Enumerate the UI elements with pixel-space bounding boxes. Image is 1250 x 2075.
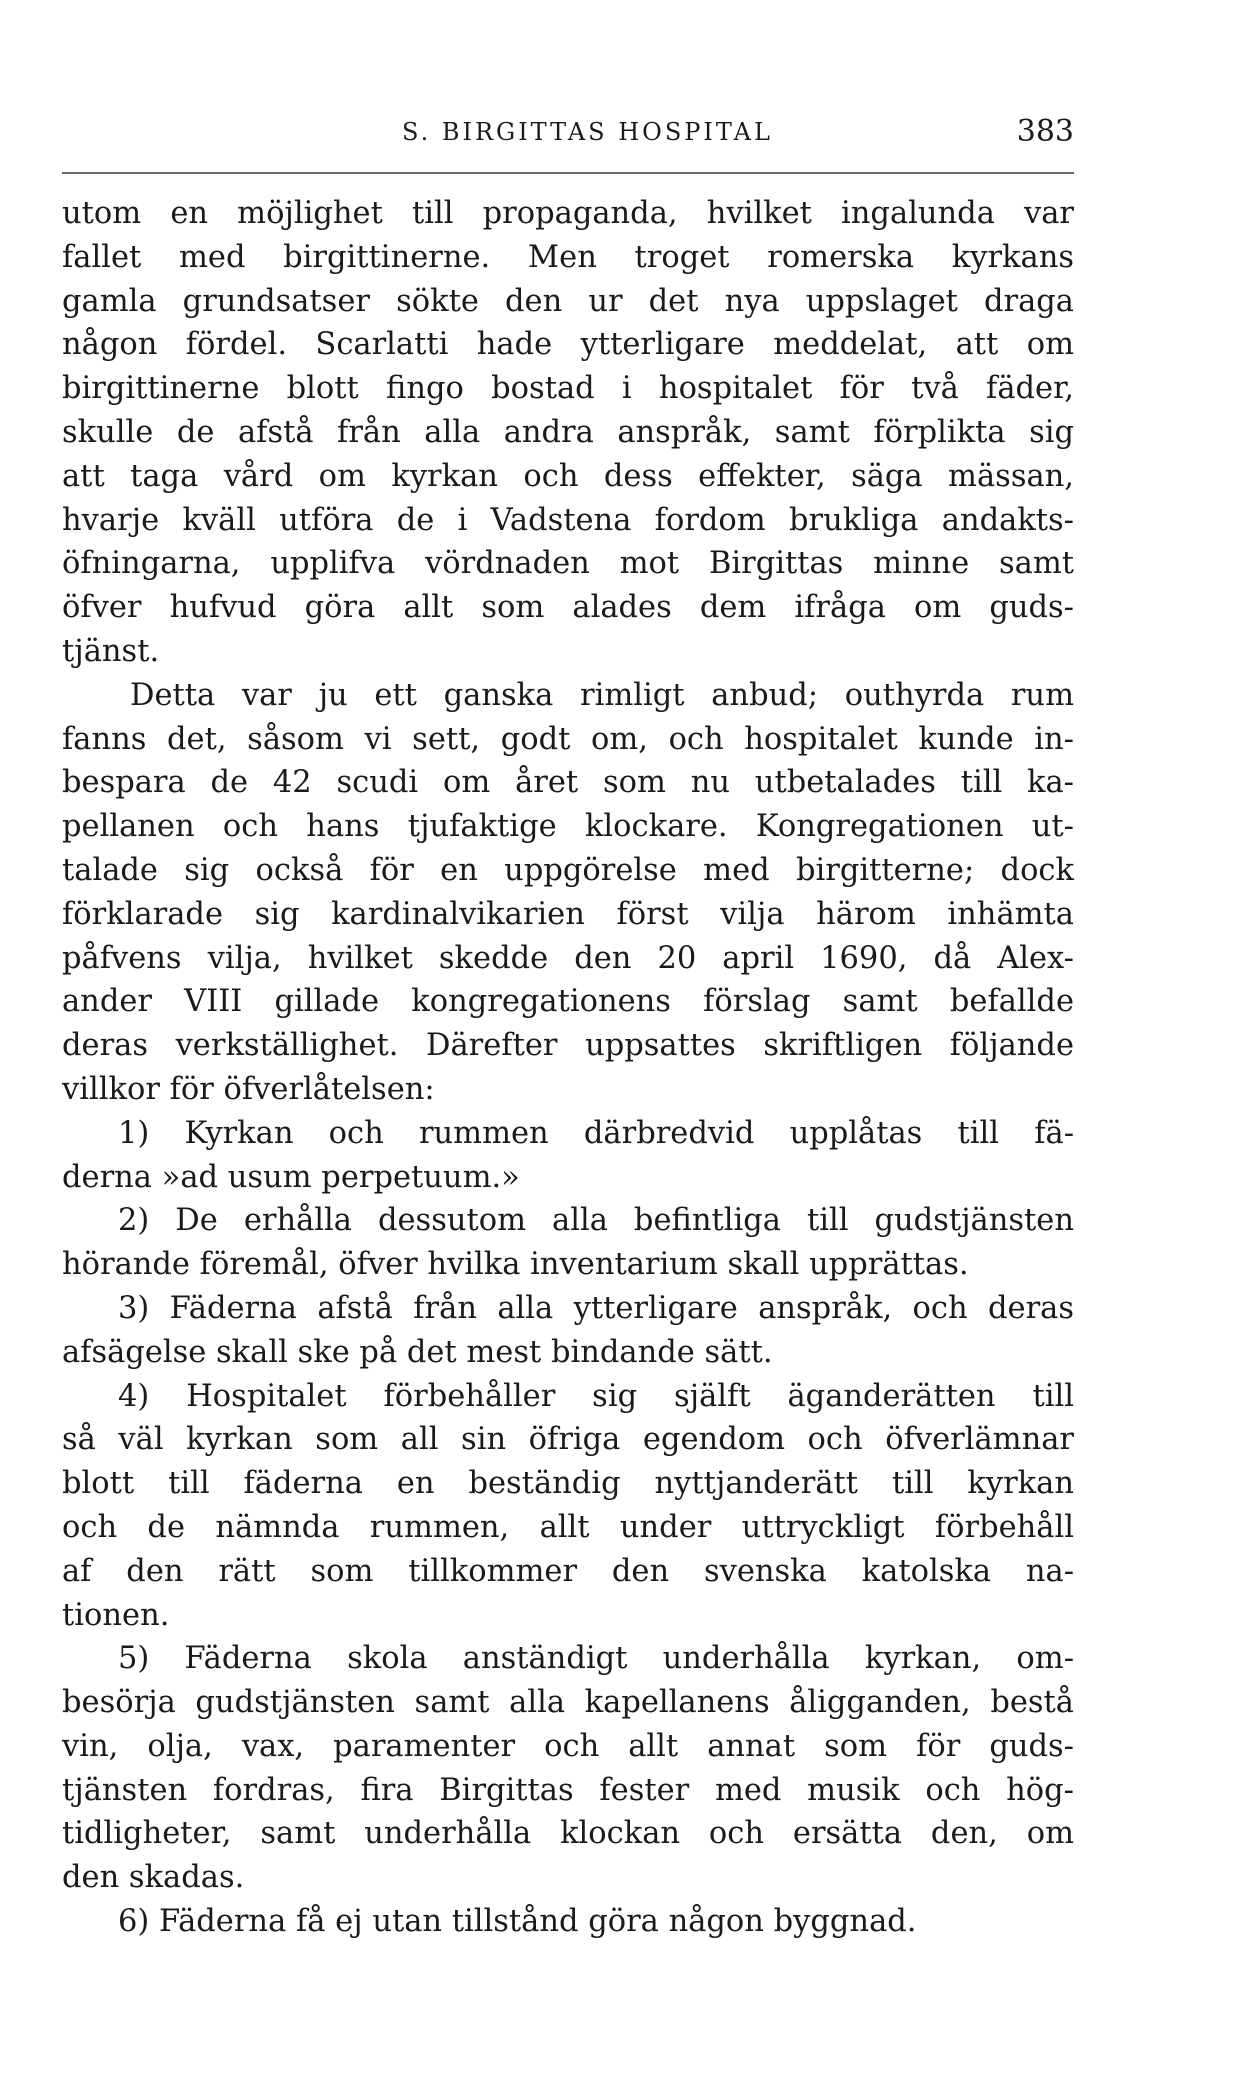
text-line: fallet med birgittinerne. Men troget romerska kyrkans	[62, 239, 1074, 275]
page-number: 383	[1016, 114, 1074, 149]
text-line: 5) Fäderna skola anständigt underhålla kyrkan, om-	[118, 1641, 1074, 1677]
text-line: af den rätt som tillkommer den svenska katolska na-	[62, 1553, 1074, 1589]
text-line: 6) Fäderna få ej utan tillstånd göra någon byggnad.	[118, 1904, 917, 1940]
text-line: förklarade sig kardinalvikarien först vilja härom inhämta	[62, 896, 1074, 932]
text-line: någon fördel. Scarlatti hade ytterligare meddelat, att om	[62, 327, 1074, 363]
text-line: besörja gudstjänsten samt alla kapellanens åligganden, bestå	[62, 1685, 1074, 1721]
text-line: gamla grundsatser sökte den ur det nya uppslaget draga	[62, 283, 1074, 319]
text-line: den skadas.	[62, 1860, 245, 1896]
text-line: vin, olja, vax, paramenter och allt annat som för guds-	[62, 1728, 1074, 1764]
text-line: talade sig också för en uppgörelse med birgitterne; dock	[62, 852, 1074, 888]
text-line: villkor för öfverlåtelsen:	[62, 1071, 435, 1107]
text-line: påfvens vilja, hvilket skedde den 20 april 1690, då Alex-	[62, 940, 1074, 976]
text-line: tjänst.	[62, 633, 160, 669]
text-line: skulle de afstå från alla andra anspråk, samt förplikta sig	[62, 414, 1074, 450]
text-line: 3) Fäderna afstå från alla ytterligare anspråk, och deras	[118, 1290, 1074, 1326]
text-line: öfver hufvud göra allt som alades dem ifråga om guds-	[62, 590, 1074, 626]
header-rule	[62, 172, 1074, 174]
text-line: tidligheter, samt underhålla klockan och ersätta den, om	[62, 1816, 1074, 1852]
text-line: derna »ad usum perpetuum.»	[62, 1159, 520, 1195]
text-line: tionen.	[62, 1597, 170, 1633]
text-line: hvarje kväll utföra de i Vadstena fordom brukliga andakts-	[62, 502, 1074, 538]
body-text	[62, 192, 1074, 1944]
text-line: blott till fäderna en beständig nyttjanderätt till kyrkan	[62, 1466, 1074, 1502]
page-header	[62, 114, 1074, 158]
text-line: och de nämnda rummen, allt under uttryckligt förbehåll	[62, 1509, 1074, 1545]
text-line: 4) Hospitalet förbehåller sig själft äganderätten till	[118, 1378, 1074, 1414]
text-line: birgittinerne blott fingo bostad i hospitalet för två fäder,	[62, 371, 1074, 407]
text-line: så väl kyrkan som all sin öfriga egendom och öfverlämnar	[62, 1422, 1074, 1458]
text-line: hörande föremål, öfver hvilka inventarium skall upprättas.	[62, 1247, 969, 1283]
text-line: att taga vård om kyrkan och dess effekter, säga mässan,	[62, 458, 1074, 494]
running-title: S. BIRGITTAS HOSPITAL	[402, 118, 773, 146]
text-line: deras verkställighet. Därefter uppsattes skriftligen följande	[62, 1028, 1074, 1064]
text-line: utom en möjlighet till propaganda, hvilket ingalunda var	[62, 196, 1074, 231]
text-line: bespara de 42 scudi om året som nu utbetalades till ka-	[62, 765, 1074, 801]
text-line: Detta var ju ett ganska rimligt anbud; outhyrda rum	[130, 677, 1074, 713]
text-line: 1) Kyrkan och rummen därbredvid upplåtas till fä-	[118, 1115, 1074, 1151]
text-line: tjänsten fordras, fira Birgittas fester med musik och hög-	[62, 1772, 1074, 1808]
text-line: afsägelse skall ske på det mest bindande sätt.	[62, 1334, 773, 1370]
text-line: ander VIII gillade kongregationens förslag samt befallde	[62, 984, 1074, 1020]
text-line: 2) De erhålla dessutom alla befintliga till gudstjänsten	[118, 1203, 1074, 1239]
text-line: öfningarna, upplifva vördnaden mot Birgittas minne samt	[62, 546, 1074, 582]
text-line: pellanen och hans tjufaktige klockare. Kongregationen ut-	[62, 809, 1074, 845]
text-line: fanns det, såsom vi sett, godt om, och hospitalet kunde in-	[62, 721, 1074, 757]
